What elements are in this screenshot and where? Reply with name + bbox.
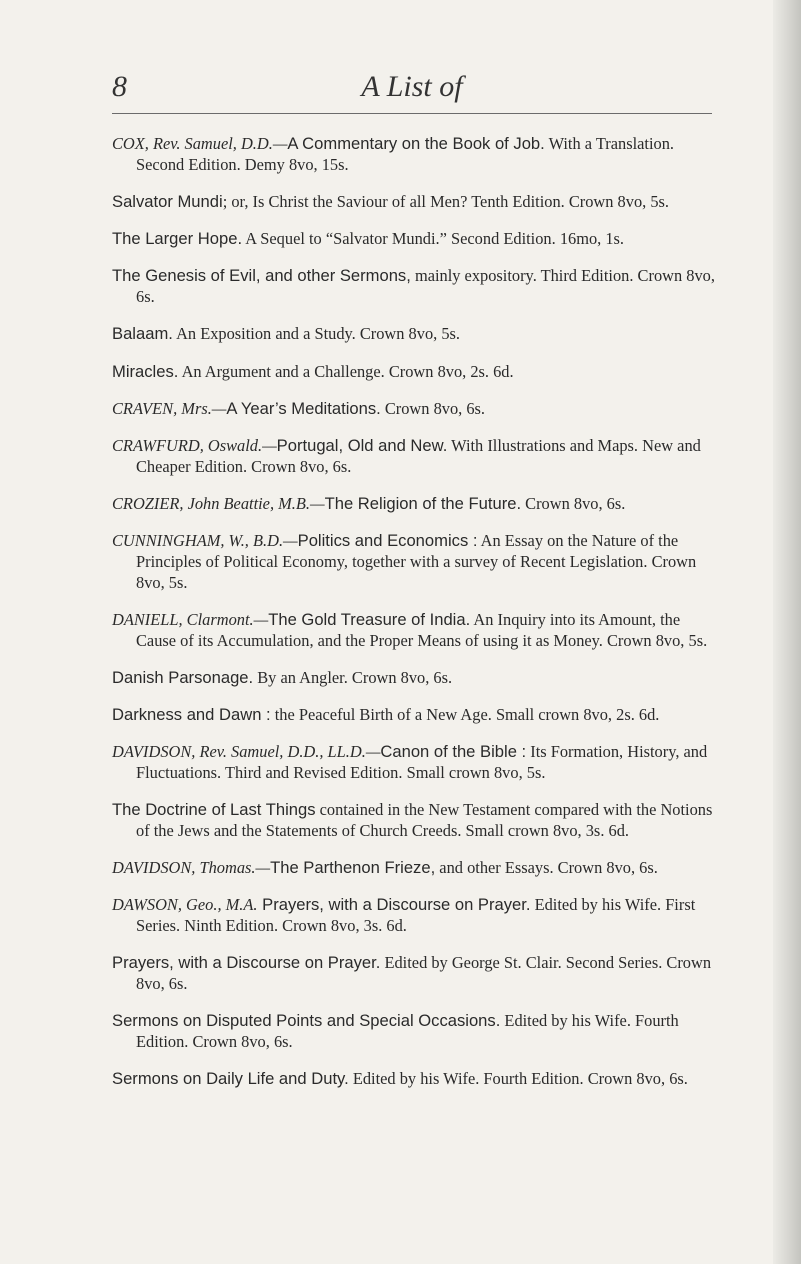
catalogue-entry (112, 1011, 716, 1053)
catalogue-entry (112, 436, 716, 478)
entry-author: COX, Rev. Samuel, D.D.— (112, 134, 288, 153)
catalogue-entry (112, 668, 716, 689)
catalogue-entry (112, 858, 716, 879)
entry-author: DANIELL, Clarmont.— (112, 609, 269, 629)
catalogue-entry (112, 531, 716, 593)
entry-title: A Commentary on the Book of Job. (287, 134, 545, 153)
entry-details: Edited by his Wife. Fourth Edition. Crown 8vo, 6s. (136, 1011, 679, 1052)
entry-title: The Gold Treasure of India. (268, 609, 471, 629)
entry-title: Sermons on Disputed Points and Special Occasions. (112, 1011, 501, 1031)
entry-details: A Sequel to “Salvator Mundi.” Second Edition. 16mo, 1s. (242, 229, 625, 249)
entry-details: Edited by his Wife. First Series. Ninth Edition. Crown 8vo, 3s. 6d. (136, 895, 696, 936)
catalogue-entry (112, 192, 716, 213)
catalogue-entry (112, 494, 716, 515)
entry-details: Its Formation, History, and Fluctuations. Third and Revised Edition. Small crown 8vo, 5s. (136, 742, 708, 783)
page-number: 8 (112, 70, 127, 103)
entry-details: With Illustrations and Maps. New and Cheaper Edition. Crown 8vo, 6s. (136, 435, 701, 476)
catalogue-entry (112, 134, 716, 176)
entry-details: and other Essays. Crown 8vo, 6s. (435, 858, 658, 878)
running-head: A List of (361, 70, 463, 103)
entry-details: An Inquiry into its Amount, the Cause of its Accumulation, and the Proper Means of using it as Money. Crown 8vo, 5s. (136, 609, 708, 650)
entry-title: Prayers, with a Discourse on Prayer. (112, 953, 381, 973)
catalogue-entry (112, 610, 716, 652)
entry-title: Balaam. (112, 324, 173, 344)
entry-title: The Religion of the Future. (324, 493, 522, 513)
entry-title: Canon of the Bible : (380, 742, 527, 762)
entry-author: CRAVEN, Mrs.— (112, 398, 227, 418)
entry-author: DAVIDSON, Rev. Samuel, D.D., LL.D.— (112, 742, 381, 762)
catalogue-entry (112, 266, 716, 308)
entry-title: Darkness and Dawn : (112, 705, 271, 725)
entry-details: Edited by George St. Clair. Second Series. Crown 8vo, 6s. (136, 953, 712, 994)
page-edge-shadow (773, 0, 801, 1264)
entry-author: CUNNINGHAM, W., B.D.— (112, 531, 298, 551)
entry-details: Crown 8vo, 6s. (521, 493, 626, 513)
catalogue-entry (112, 953, 716, 995)
catalogue-entry (112, 362, 716, 383)
entry-title: The Parthenon Frieze, (270, 858, 436, 878)
entry-title: Miracles. (112, 361, 179, 381)
header-rule (112, 113, 712, 114)
entry-title: The Doctrine of Last Things (112, 800, 316, 820)
entry-details: mainly expository. Third Edition. Crown 8vo, 6s. (136, 266, 715, 307)
catalogue-entry (112, 705, 716, 726)
catalogue-entry (112, 324, 716, 345)
entry-details: Crown 8vo, 6s. (380, 398, 486, 418)
catalogue-entry (112, 399, 716, 420)
catalogue-entry (112, 800, 716, 842)
entry-details: An Essay on the Nature of the Principles of Political Economy, together with a survey of Recent Legislation. Crown 8vo, 5s. (136, 531, 697, 592)
entry-details: With a Translation. Second Edition. Demy 8vo, 15s. (136, 134, 675, 174)
catalogue-entry (112, 742, 716, 784)
entry-title: Politics and Economics : (297, 531, 478, 551)
entry-details: Edited by his Wife. Fourth Edition. Crown 8vo, 6s. (348, 1069, 688, 1089)
entry-details: ; or, Is Christ the Saviour of all Men? Tenth Edition. Crown 8vo, 5s. (222, 191, 670, 211)
entry-title: The Larger Hope. (112, 229, 243, 249)
entry-details: By an Angler. Crown 8vo, 6s. (253, 667, 453, 687)
entry-title: Danish Parsonage. (112, 667, 254, 687)
catalogue-entries (112, 134, 716, 1097)
entry-author: DAVIDSON, Thomas.— (112, 858, 271, 878)
entry-details: An Argument and a Challenge. Crown 8vo, 2s. 6d. (178, 361, 514, 381)
entry-title: Salvator Mundi (112, 191, 223, 211)
catalogue-entry (112, 895, 716, 937)
entry-title: Portugal, Old and New. (276, 435, 448, 455)
page-header (112, 70, 712, 110)
entry-details: An Exposition and a Study. Crown 8vo, 5s. (172, 324, 461, 344)
entry-details: contained in the New Testament compared with the Notions of the Jews and the Statements of Church Creeds. Small crown 8vo, 3s. 6d. (136, 800, 713, 840)
entry-author: CRAWFURD, Oswald.— (112, 435, 277, 455)
entry-title: The Genesis of Evil, and other Sermons, (112, 266, 411, 286)
entry-author: DAWSON, Geo., M.A. (112, 895, 258, 915)
entry-title: Sermons on Daily Life and Duty. (112, 1069, 349, 1089)
catalogue-entry (112, 1069, 716, 1090)
entry-title: A Year’s Meditations. (226, 398, 381, 418)
catalogue-entry (112, 229, 716, 250)
entry-details: the Peaceful Birth of a New Age. Small crown 8vo, 2s. 6d. (270, 705, 660, 725)
entry-title: Prayers, with a Discourse on Prayer. (257, 895, 531, 915)
entry-author: CROZIER, John Beattie, M.B.— (112, 493, 325, 513)
